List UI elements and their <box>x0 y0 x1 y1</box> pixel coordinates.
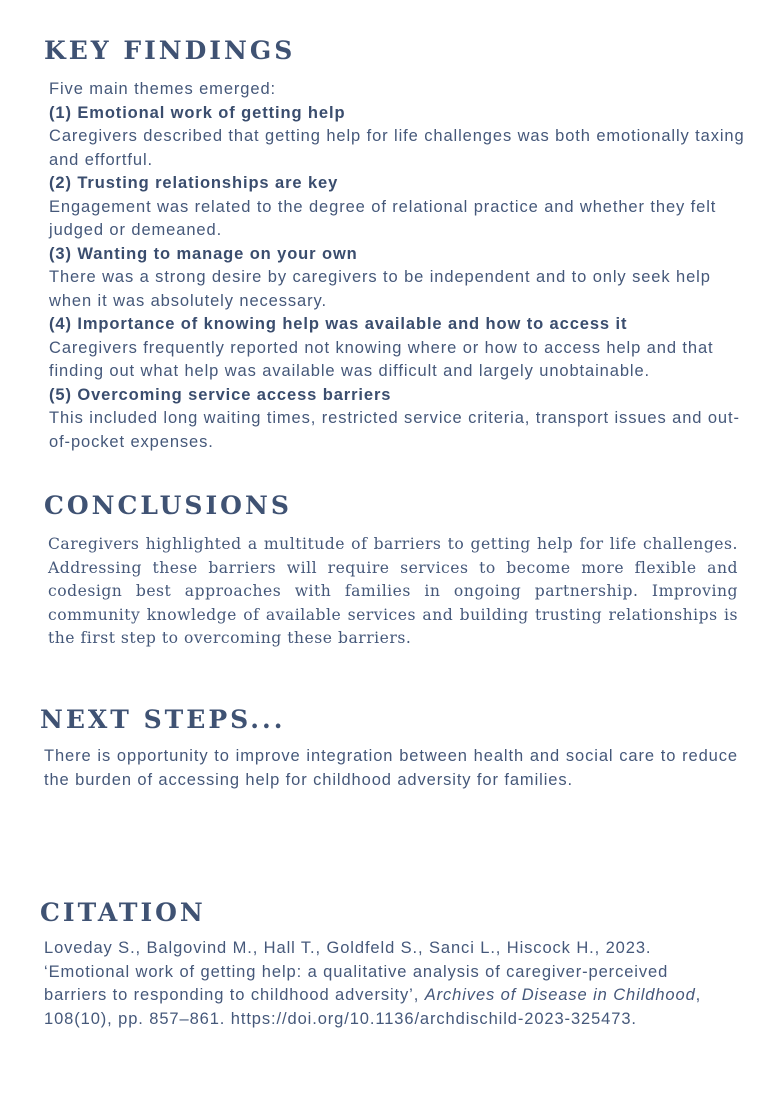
theme-title: (5) Overcoming service access barriers <box>49 385 392 404</box>
conclusions-text: Caregivers highlighted a multitude of barriers to getting help for life challenges. Addressing these barriers will require services to become more flexible and codesign best approaches with families in ongoing partnership. Improving community knowledge of available services and building trusting relationships is the first step to overcoming these barriers. <box>48 535 738 647</box>
theme-text: Caregivers described that getting help for life challenges was both emotionally taxing and effortful. <box>49 127 745 169</box>
key-findings-heading: KEY FINDINGS <box>44 36 296 65</box>
citation-text <box>44 937 734 1031</box>
citation-authors-title: Loveday S., Balgovind M., Hall T., Goldfeld S., Sanci L., Hiscock H., 2023. ‘Emotional work of getting help: a qualitative analysis of caregiver-perceived barriers to responding to childhood adversity’, <box>44 939 669 1004</box>
theme-title: (1) Emotional work of getting help <box>49 103 346 122</box>
theme-text: There was a strong desire by caregivers to be independent and to only seek help when it was absolutely necessary. <box>49 268 711 310</box>
theme-title: (3) Wanting to manage on your own <box>49 244 358 263</box>
theme-title: (2) Trusting relationships are key <box>49 174 339 192</box>
theme-text: This included long waiting times, restricted service criteria, transport issues and out-of-pocket expenses. <box>49 409 740 451</box>
citation-details: , 108(10), pp. 857–861. https://doi.org/10.1136/archdischild-2023-325473. <box>44 986 702 1028</box>
citation-heading: CITATION <box>40 898 206 927</box>
key-findings-intro: Five main themes emerged: <box>49 80 277 98</box>
key-findings-body <box>49 78 749 454</box>
theme-text: Caregivers frequently reported not knowing where or how to access help and that finding out what help was available was difficult and largely unobtainable. <box>49 338 714 380</box>
theme-title: (4) Importance of knowing help was available and how to access it <box>49 315 628 333</box>
citation-journal: Archives of Disease in Childhood <box>424 986 696 1004</box>
next-steps-text: There is opportunity to improve integration between health and social care to reduce the burden of accessing help for childhood adversity for families. <box>44 747 738 789</box>
theme-text: Engagement was related to the degree of relational practice and whether they felt judged or demeaned. <box>49 197 717 239</box>
next-steps-heading: NEXT STEPS... <box>40 705 286 734</box>
conclusions-heading: CONCLUSIONS <box>44 491 292 520</box>
